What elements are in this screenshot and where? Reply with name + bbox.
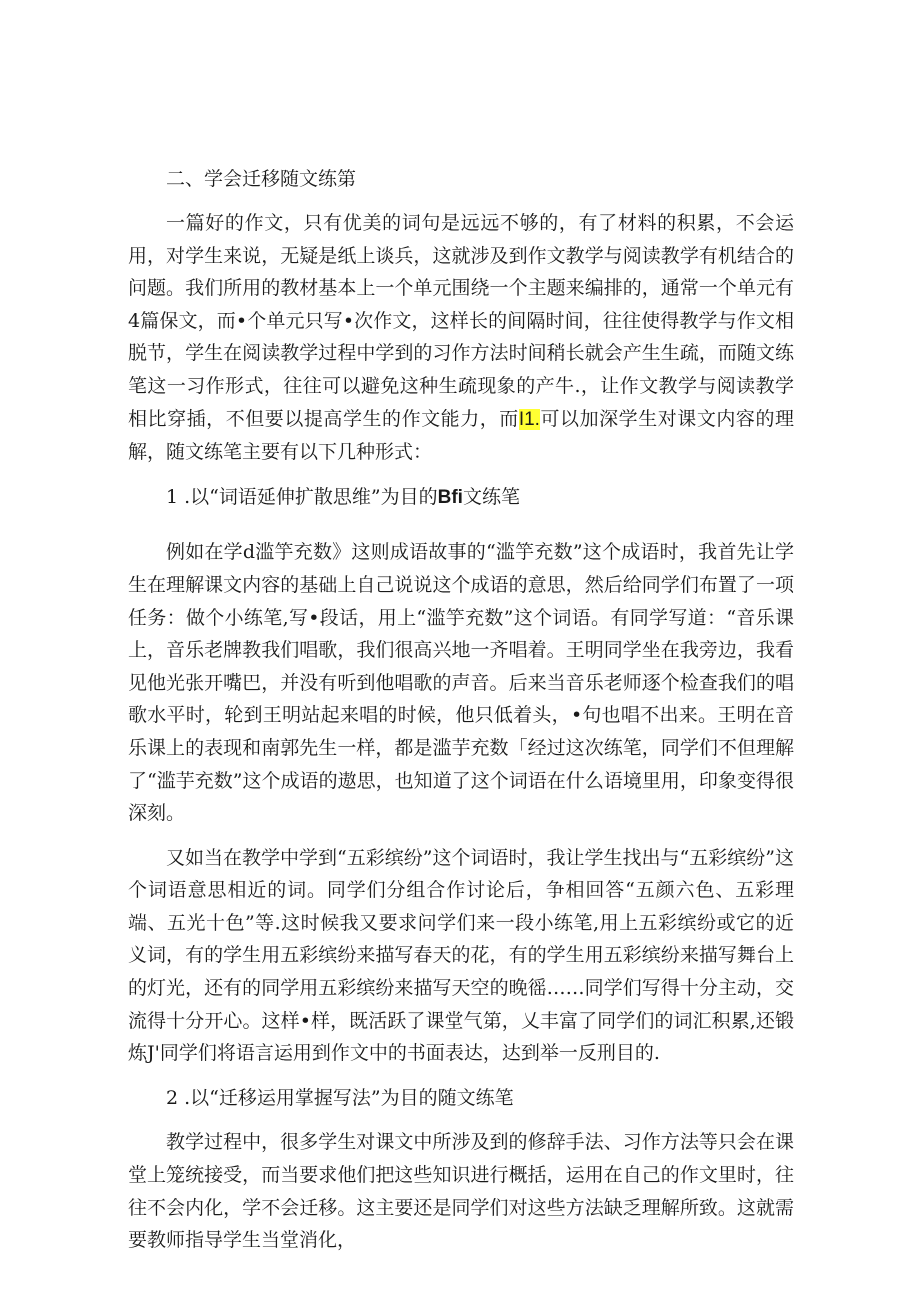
paragraph-example-1: 例如在学d滥竽充数》这则成语故事的“滥竽充数”这个成语时，我首先让学生在理解课文内容的基础上自己说说这个成语的意思，然后给同学们布置了一项任务：做个小练笔,写•段话，用上“滥竽充数”这个词语。有同学写道：“音乐课上，音乐老牌教我们唱歌，我们很高兴地一齐唱着。王明同学坐在我旁边，我看见他光张开嘴巴，并没有听到他唱歌的声音。后来当音乐老师逐个检查我们的唱歌水平时，轮到王明站起来唱的时候，他只低着头，•句也唱不出来。王明在音乐课上的表现和南郭先生一样，都是滥芋充数「经过这次练笔，同学们不但理解了“滥芋充数”这个成语的遨思，也知道了这个词语在什么语境里用，印象变得很深刻。	[128, 541, 794, 825]
subheading-1-suffix: 文练笔	[462, 485, 520, 508]
paragraph-example-2: 又如当在教学中学到“五彩缤纷”这个词语时，我让学生找出与“五彩缤纷”这个词语意思相近的词。同学们分组合作讨论后，争相回答“五颜六色、五彩理端、五光十色”等.这时候我又要求问学们来一段小练笔,用上五彩缤纷或它的近义词，有的学生用五彩缤纷来描写春天的花，有的学生用五彩缤纷来描写舞台上的灯光，还有的同学用五彩缤纷来描写天空的晚徭……同学们写得十分主动，交流得十分开心。这样•样，既活跃了课堂气第，乂丰富了同学们的词汇积累,还锻炼J'同学们将语言运用到作文中的书面表达，达到举一反刑目的.	[128, 846, 794, 1065]
subheading-2: 2 .以“迁移运用掌握写法”为目的随文练笔	[166, 1086, 514, 1109]
highlighted-text: I1.	[518, 408, 540, 430]
paragraph-intro-text-b: 可以加深学生对课文内容的理解，随文练笔主要有以下几种形式：	[128, 407, 794, 464]
subheading-1	[128, 481, 794, 515]
paragraph-intro	[128, 207, 794, 469]
subheading-1-prefix: 1 .以“词语延伸扩散思维”为目的	[166, 485, 438, 508]
document-body	[128, 163, 794, 1257]
section-heading: 二、学会迁移随文练第	[166, 168, 357, 190]
paragraph-teaching: 教学过程中，很多学生对课文中所涉及到的修辞手法、习作方法等只会在课堂上笼统接受，而当要求他们把这些知识进行概括，运用在自己的作文里时，往往不会内化，学不会迁移。这主要还是同学们对这些方法缺乏理解所致。这就需要教师指导学生当堂消化，	[128, 1131, 794, 1252]
subheading-1-bold: Bfi	[437, 486, 463, 508]
paragraph-intro-text-a: 一篇好的作文，只有优美的词句是远远不够的，有了材料的积累，不会运用，对学生来说，无疑是纸上谈兵，这就涉及到作文教学与阅读教学有机结合的问题。我们所用的教材基本上一个单元围绕一个主题来编排的，通常一个单元有4篇保文，而•个单元只写•次作文，这样长的间隔时间，往往使得教学与作文相脱节，学生在阅读教学过程中学到的习作方法时间稍长就会产生生疏，而随文练笔这一习作形式，往往可以避免这种生疏现象的产牛.，让作文教学与阅读教学相比穿插，不但要以提高学生的作文能力，而	[128, 212, 794, 430]
